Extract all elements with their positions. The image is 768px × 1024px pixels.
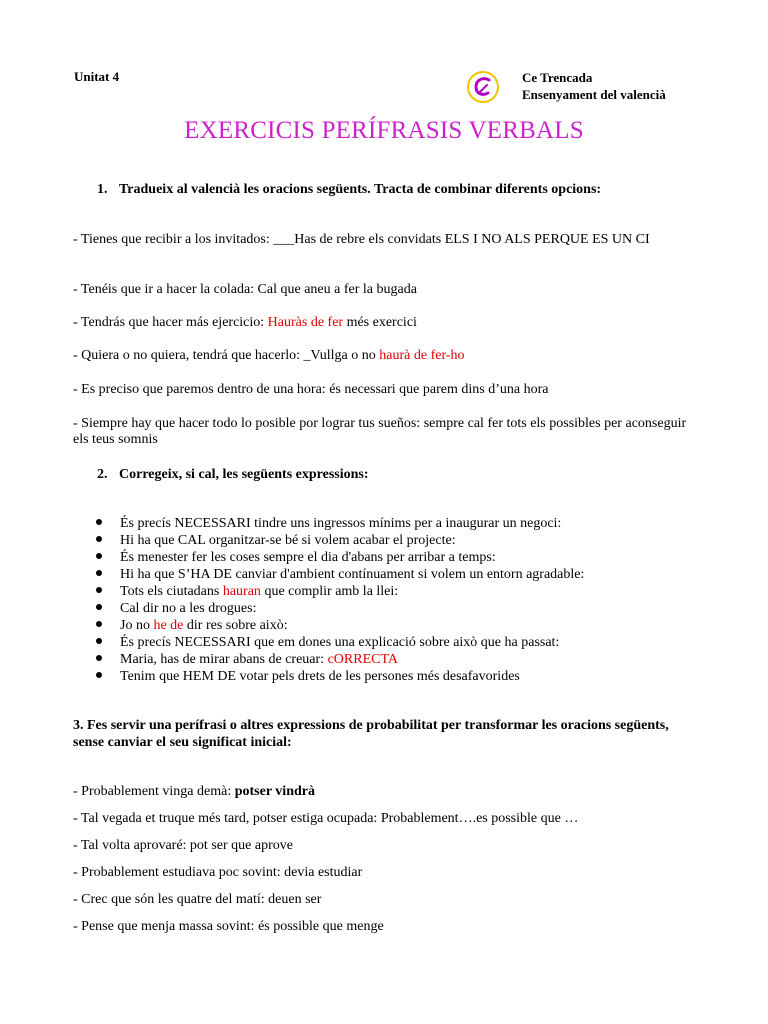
- list-item: Jo no he de dir res sobre això:: [73, 617, 584, 634]
- section1-number: 1.: [97, 182, 108, 197]
- bullet-icon: [96, 519, 102, 525]
- section2-heading: Corregeix, si cal, les següents expressions:: [119, 467, 369, 482]
- correction-list: [73, 515, 584, 685]
- list-item: És menester fer les coses sempre el dia d'abans per arribar a temps:: [73, 549, 584, 566]
- list-item: Tots els ciutadans hauran que complir amb la llei:: [73, 583, 584, 600]
- item-text: - Quiera o no quiera, tendrá que hacerlo: _Vullga o no: [73, 348, 380, 363]
- list-item: Hi ha que CAL organitzar-se bé si volem acabar el projecte:: [73, 532, 584, 549]
- correction-text: haurà de fer-ho: [379, 348, 465, 363]
- section1-item: [73, 315, 703, 331]
- list-item: Tenim que HEM DE votar pels drets de les persones més desafavorides: [73, 668, 584, 685]
- bullet-icon: [96, 587, 102, 593]
- section1-item: [73, 348, 703, 364]
- school-info: [522, 69, 666, 103]
- bullet-icon: [96, 570, 102, 576]
- section3-item: - Tal volta aprovaré: pot ser que aprove: [73, 838, 293, 853]
- list-item: Cal dir no a les drogues:: [73, 600, 584, 617]
- item-text: més exercici: [343, 315, 417, 330]
- section1-heading: Tradueix al valencià les oracions següents. Tracta de combinar diferents opcions:: [119, 182, 602, 197]
- answer-text: potser vindrà: [234, 784, 315, 799]
- bullet-icon: [96, 536, 102, 542]
- section3-item: - Probablement vinga demà: potser vindrà: [73, 784, 315, 799]
- bullet-icon: [96, 553, 102, 559]
- unit-label: Unitat 4: [74, 69, 120, 84]
- list-item: Hi ha que S’HA DE canviar d'ambient contínuament si volem un entorn agradable:: [73, 566, 584, 583]
- section1-item: - Tenéis que ir a hacer la colada: Cal que aneu a fer la bugada: [73, 282, 417, 297]
- correction-text: Hauràs de fer: [267, 315, 344, 330]
- school-name: Ce Trencada: [522, 70, 593, 85]
- list-item: Maria, has de mirar abans de creuar: cORRECTA: [73, 651, 584, 668]
- page-title: EXERCICIS PERÍFRASIS VERBALS: [184, 117, 584, 144]
- section2-number: 2.: [97, 467, 108, 482]
- item-text: - Tendrás que hacer más ejercicio:: [73, 315, 268, 330]
- section1-item: - Siempre hay que hacer todo lo posible por lograr tus sueños: sempre cal fer tots els possibles per aconseguir els teus somnis: [73, 416, 687, 447]
- section3-item: - Probablement estudiava poc sovint: devia estudiar: [73, 865, 363, 880]
- school-subtitle: Ensenyament del valencià: [522, 87, 666, 102]
- bullet-icon: [96, 621, 102, 627]
- section3-heading: 3. Fes servir una perífrasi o altres expressions de probabilitat per transformar les oracions següents, sense canviar el seu significat inicial:: [73, 718, 669, 750]
- bullet-icon: [96, 672, 102, 678]
- bullet-icon: [96, 655, 102, 661]
- bullet-icon: [96, 604, 102, 610]
- list-item: És precís NECESSARI tindre uns ingressos mínims per a inaugurar un negoci:: [73, 515, 584, 532]
- section1-item: - Tienes que recibir a los invitados: ___Has de rebre els convidats ELS I NO ALS PERQUE ES UN CI: [73, 232, 650, 247]
- bullet-icon: [96, 638, 102, 644]
- section3-item: - Crec que són les quatre del matí: deuen ser: [73, 892, 322, 907]
- section3-item: - Tal vegada et truque més tard, potser estiga ocupada: Probablement….es possible que …: [73, 811, 579, 826]
- list-item: És precís NECESSARI que em dones una explicació sobre això que ha passat:: [73, 634, 584, 651]
- school-logo-icon: [466, 70, 500, 104]
- section3-item: - Pense que menja massa sovint: és possible que menge: [73, 919, 384, 934]
- section1-item: - Es preciso que paremos dentro de una hora: és necessari que parem dins d’una hora: [73, 382, 549, 397]
